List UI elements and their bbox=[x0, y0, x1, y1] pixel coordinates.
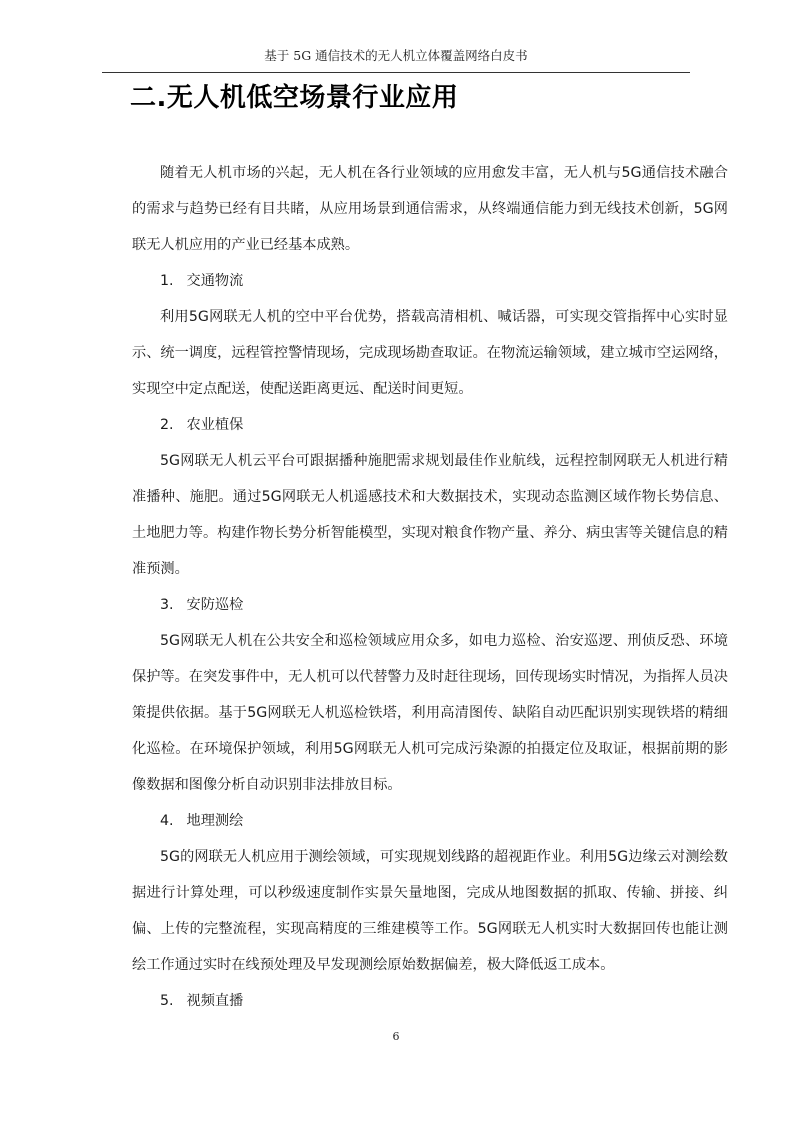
item-paragraph-transport: 利用5G网联无人机的空中平台优势，搭载高清相机、喊话器，可实现交管指挥中心实时显示、统一调度，远程管控警情现场，完成现场勘查取证。在物流运输领域，建立城市空运网络，实现空中定点配送，使配送距离更远、配送时间更短。 bbox=[132, 309, 728, 397]
item-heading-surveying bbox=[132, 803, 728, 839]
intro-paragraph: 随着无人机市场的兴起，无人机在各行业领域的应用愈发丰富，无人机与5G通信技术融合的需求与趋势已经有目共睹，从应用场景到通信需求，从终端通信能力到无线技术创新，5G网联无人机应用的产业已经基本成熟。 bbox=[132, 165, 728, 253]
item-number: 2. bbox=[160, 417, 174, 433]
item-number: 1. bbox=[160, 273, 174, 289]
item-title: 安防巡检 bbox=[186, 597, 244, 613]
item-heading-security bbox=[132, 587, 728, 623]
section-title: 二.无人机低空场景行业应用 bbox=[130, 83, 459, 113]
item-title: 地理测绘 bbox=[186, 813, 244, 829]
item-heading-agriculture bbox=[132, 407, 728, 443]
item-paragraph-surveying: 5G的网联无人机应用于测绘领域，可实现规划线路的超视距作业。利用5G边缘云对测绘数据进行计算处理，可以秒级速度制作实景矢量地图，完成从地图数据的抓取、传输、拼接、纠偏、上传的完整流程，实现高精度的三维建模等工作。5G网联无人机实时大数据回传也能让测绘工作通过实时在线预处理及早发现测绘原始数据偏差，极大降低返工成本。 bbox=[132, 849, 728, 973]
item-paragraph-security: 5G网联无人机在公共安全和巡检领域应用众多，如电力巡检、治安巡逻、刑侦反恐、环境保护等。在突发事件中，无人机可以代替警力及时赶往现场，回传现场实时情况，为指挥人员决策提供依据。基于5G网联无人机巡检铁塔，利用高清图传、缺陷自动匹配识别实现铁塔的精细化巡检。在环境保护领域，利用5G网联无人机可完成污染源的拍摄定位及取证，根据前期的影像数据和图像分析自动识别非法排放目标。 bbox=[132, 633, 728, 793]
item-number: 5. bbox=[160, 993, 174, 1009]
page-number: 6 bbox=[392, 1030, 400, 1043]
item-heading-live-video bbox=[132, 983, 728, 1019]
item-number: 4. bbox=[160, 813, 174, 829]
item-title: 视频直播 bbox=[186, 993, 244, 1009]
item-heading-transport bbox=[132, 263, 728, 299]
item-title: 农业植保 bbox=[186, 417, 244, 433]
document-body bbox=[132, 155, 728, 1019]
item-paragraph-agriculture: 5G网联无人机云平台可跟据播种施肥需求规划最佳作业航线，远程控制网联无人机进行精准播种、施肥。通过5G网联无人机遥感技术和大数据技术，实现动态监测区域作物长势信息、土地肥力等。构建作物长势分析智能模型，实现对粮食作物产量、养分、病虫害等关键信息的精准预测。 bbox=[132, 453, 728, 577]
item-number: 3. bbox=[160, 597, 174, 613]
header-divider bbox=[102, 72, 690, 73]
item-title: 交通物流 bbox=[186, 273, 244, 289]
page-header: 基于 5G 通信技术的无人机立体覆盖网络白皮书 bbox=[264, 48, 528, 63]
